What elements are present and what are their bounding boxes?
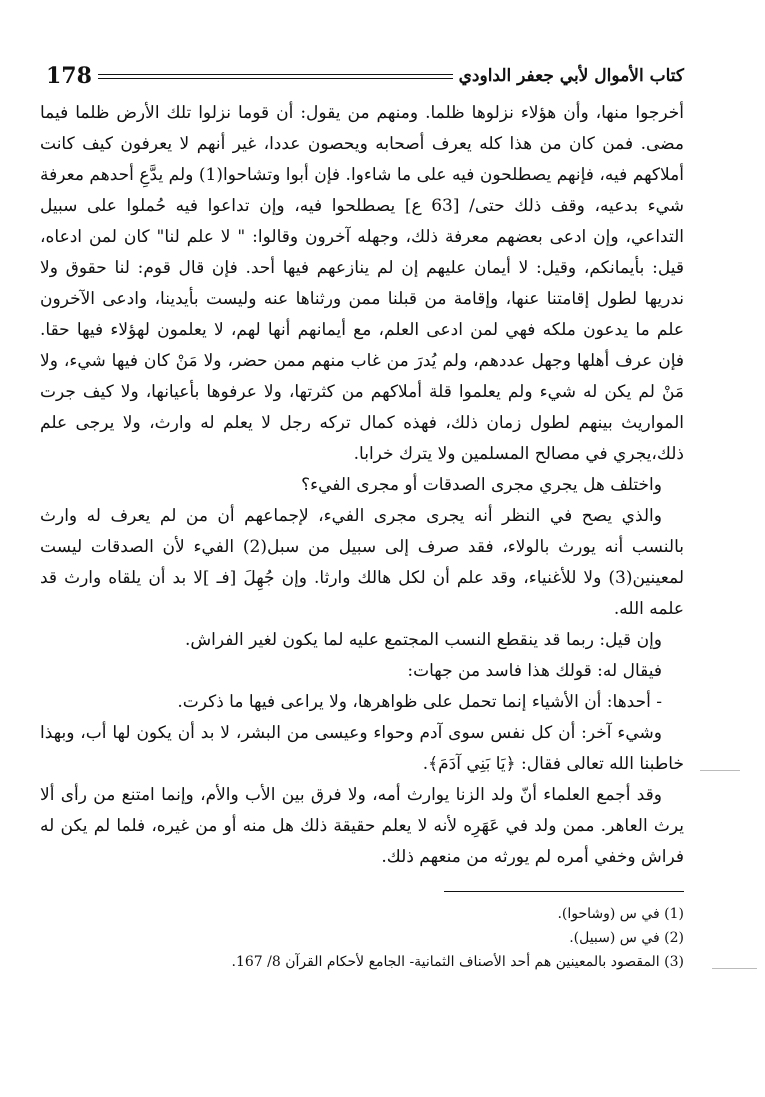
- paragraph: - أحدها: أن الأشياء إنما تحمل على ظواهرها، ولا يراعى فيها ما ذكرت.: [177, 692, 662, 712]
- paragraph: واختلف هل يجري مجرى الصدقات أو مجرى الفيء؟: [301, 475, 662, 495]
- body-text: [40, 98, 684, 873]
- running-title: كتاب الأموال لأبي جعفر الداودي: [458, 66, 684, 86]
- page-header: [40, 56, 684, 96]
- footnotes: [40, 891, 684, 974]
- document-page: [40, 56, 684, 974]
- paragraph: والذي يصح في النظر أنه يجرى مجرى الفيء، لإجماعهم أن من لم يعرف له وارث بالنسب أنه يورث بالولاء، فقد صرف إلى سبيل من سبل(2) الفيء لأن الصدقات ليست لمعينين(3) ولا للأغنياء، وقد علم أن لكل هالك وارثا. وإن جُهِلَ [فـ ]لا بد أن يلقاه وارث قد علمه الله.: [40, 506, 684, 619]
- paragraph: أخرجوا منها، وأن هؤلاء نزلوها ظلما. ومنهم من يقول: أن قوما نزلوا تلك الأرض ظلما فيما مضى. فمن كان من هذا كله يعرف أصحابه ويحصون عددا، غير أنهم لا يعرفون كيف كانت أملاكهم فيه، فإنهم يصطلحون فيه على ما شاءوا. فإن أبوا وتشاحوا(1) ولم يدَّعِ أحدهم معرفة شيء بدعيه، وقف ذلك حتى/ [63 ع] يصطلحوا فيه، وإن تداعوا فيه حُملوا على سبيل التداعي، وإن ادعى بعضهم معرفة ذلك، وجهله آخرون وقالوا: " لا علم لنا" كان لمن ادعاه، قيل: بأيمانكم، وقيل: لا أيمان عليهم إن لم ينازعهم فيها أحد. فإن قال قوم: لنا حقوق ولا ندريها لطول إقامتنا عنها، وإقامة من قبلنا ممن ورثناها عنه وليست بأيدينا، وادعى الآخرون علم ما يدعون ملكه فهي لمن ادعى العلم، مع أيمانهم أنها لهم، لا يعلمون لهؤلاء فيها حقا. فإن عرف أهلها وجهل عددهم، ولم يُدرَ من غاب منهم ممن حضر، ولا مَنْ كان فيها شيء، ولا مَنْ لم يكن له شيء ولم يعلموا قلة أملاكهم من كثرتها، ولا عرفوها بأعيانها، ولا كيف جرت المواريث بينهم لطول زمان ذلك، فهذه كمال تركه رجل لا يعلم له وارث، ولا يرجى علم ذلك،يجري في مصالح المسلمين ولا يترك خرابا.: [40, 103, 684, 464]
- paragraph: وشيء آخر: أن كل نفس سوى آدم وحواء وعيسى من البشر، لا بد أن يكون لها أب، وبهذا خاطبنا الله تعالى فقال: ﴿يَا بَنِي آدَمَ﴾.: [40, 723, 684, 774]
- paragraph: وقد أجمع العلماء أنّ ولد الزنا يوارث أمه، ولا فرق بين الأب والأم، وإنما امتنع من رأى ألا يرث العاهر. ممن ولد في عَهَرِه لأنه لا يعلم حقيقة ذلك هل منه أو من غيره، فلما لم يكن له فراش وخفي أمره لم يورثه من منعهم ذلك.: [40, 785, 684, 867]
- paragraph: فيقال له: قولك هذا فاسد من جهات:: [407, 661, 662, 681]
- paragraph: وإن قيل: ربما قد ينقطع النسب المجتمع عليه لما يكون لغير الفراش.: [184, 630, 662, 650]
- footnote-rule: [444, 891, 684, 892]
- page-number: 178: [46, 63, 92, 89]
- margin-scan-mark: [700, 770, 740, 771]
- header-rule: [98, 74, 453, 79]
- footnote: (1) في س (وشاحوا).: [557, 906, 684, 922]
- margin-scan-mark: [712, 968, 757, 969]
- footnote: (3) المقصود بالمعينين هم أحد الأصناف الثمانية- الجامع لأحكام القرآن 8/ 167.: [231, 954, 684, 970]
- footnote: (2) في س (سبيل).: [569, 930, 684, 946]
